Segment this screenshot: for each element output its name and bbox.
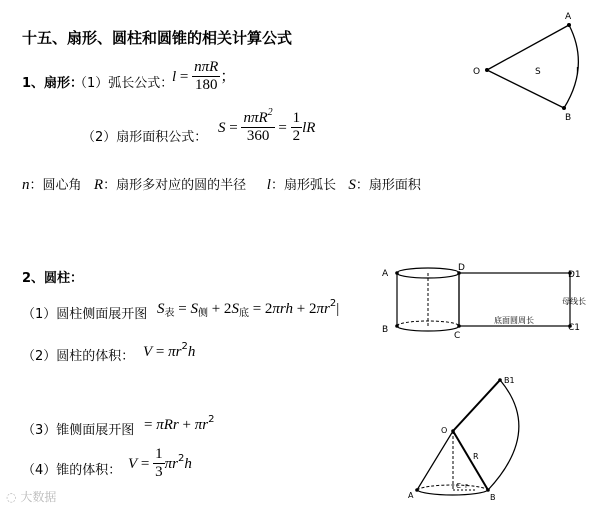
point-B: [486, 488, 490, 492]
cone-left-slant: [417, 431, 453, 490]
label-R: R: [473, 452, 479, 461]
sector-radius-OB1: [453, 380, 500, 431]
cylinder-volume-label: （2）圆柱的体积：: [22, 349, 135, 364]
label-B: B: [490, 493, 496, 502]
legend-n: ：圆心角: [29, 178, 82, 193]
point-A: [415, 488, 419, 492]
label-A: A: [382, 269, 389, 279]
radius-OA: [487, 25, 569, 70]
label-B: B: [565, 113, 572, 123]
label-O: O: [441, 426, 448, 435]
point-O: [485, 68, 489, 72]
label-D: D: [458, 263, 465, 273]
label-O: O: [473, 67, 481, 77]
cylinder-bottom-front: [397, 326, 459, 331]
watermark-icon: ◌: [6, 490, 17, 504]
watermark: [6, 488, 56, 505]
cone-volume-formula: V = $\frac{1}{3}$ $\pi r^2h$: [128, 446, 192, 480]
point-A: [395, 271, 399, 275]
point-B: [395, 324, 399, 328]
cylinder-heading: 2、圆柱：: [22, 271, 84, 286]
watermark-text: 大数据: [20, 490, 57, 504]
label-B1: B1: [504, 376, 515, 385]
label-C: C: [454, 331, 461, 340]
cone-base-front: [417, 490, 488, 495]
point-B1: [498, 378, 502, 382]
sector-arc-B1B: [488, 380, 519, 490]
label-l: l: [576, 67, 579, 77]
label-C: C: [456, 482, 461, 490]
arc-length-label: （1）弧长公式：: [74, 76, 174, 91]
label-r: r: [465, 482, 468, 490]
cone-lateral-formula: = $\pi Rr + \pi r^2$: [144, 414, 215, 433]
legend-l: ：扇形弧长: [270, 178, 336, 193]
legend-S: ：扇形面积: [355, 178, 421, 193]
label-A: A: [565, 12, 572, 22]
sector-heading: 1、扇形：: [22, 76, 84, 91]
legend-R: ：扇形多对应的圆的半径: [103, 178, 247, 193]
sector-area-label: （2）扇形面积公式：: [82, 130, 208, 145]
label-D1: D1: [568, 270, 581, 280]
radius-OB: [487, 70, 564, 108]
cylinder-volume-formula: $V = \pi r^2h$: [143, 341, 196, 360]
cone-lateral-label: （3）锥侧面展开图: [22, 423, 135, 438]
arc-length-formula: l = $\frac{\text{nπR}}{180}$ ；: [172, 59, 236, 93]
label-circumference: 底面圆周长: [494, 316, 534, 325]
point-C: [457, 324, 461, 328]
label-A: A: [408, 491, 414, 500]
cone-volume-label: （4）锥的体积：: [22, 463, 122, 478]
label-S: S: [535, 67, 541, 77]
sector-legend: n：圆心角 R：扇形多对应的圆的半径 l：扇形弧长 S：扇形面积: [22, 177, 421, 193]
cylinder-lateral-label: （1）圆柱侧面展开图: [22, 307, 148, 322]
cylinder-diagram: [378, 260, 588, 340]
page-title: 十五、扇形、圆柱和圆锥的相关计算公式: [22, 29, 293, 47]
label-B: B: [382, 325, 389, 335]
label-C1: C1: [568, 323, 581, 333]
cylinder-lateral-formula: $S_表 = S_侧 + 2S_底 = 2\pi rh + 2\pi r^2|$: [157, 298, 340, 319]
point-O: [451, 429, 455, 433]
cone-diagram: [405, 373, 555, 505]
sector-diagram: [465, 8, 585, 123]
sector-area-formula: S = $\frac{n\pi R^2}{360}$ = $\frac{1}{2}$ lR: [218, 107, 316, 144]
point-B: [562, 106, 566, 110]
point-A: [567, 23, 571, 27]
label-generatrix: 母线长: [562, 297, 586, 306]
